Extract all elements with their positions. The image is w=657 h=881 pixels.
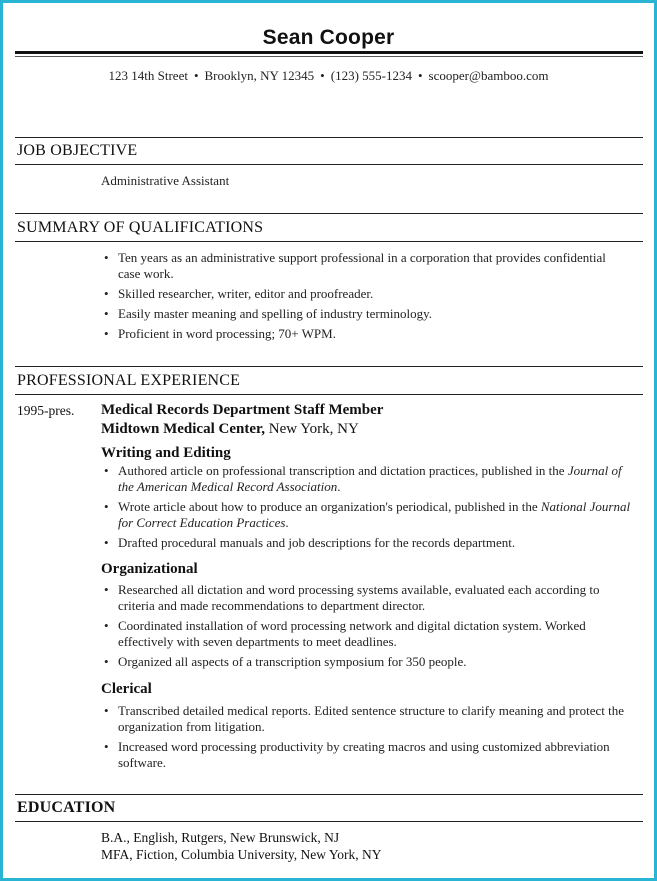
list-item: • Researched all dictation and word processing systems available, evaluated each according to criteria and made recommendations to department director. bbox=[101, 582, 631, 614]
contact-email: scooper@bamboo.com bbox=[428, 68, 549, 83]
organizational-list bbox=[101, 582, 631, 674]
section-rule bbox=[15, 366, 643, 367]
summary-list bbox=[101, 250, 631, 346]
employer-line bbox=[101, 421, 359, 438]
resume-name: Sean Cooper bbox=[262, 26, 395, 49]
list-item: • Easily master meaning and spelling of industry terminology. bbox=[101, 306, 631, 322]
section-rule bbox=[15, 213, 643, 214]
contact-line bbox=[0, 68, 657, 84]
summary-heading: SUMMARY OF QUALIFICATIONS bbox=[17, 219, 264, 236]
list-item: • Ten years as an administrative support professional in a corporation that provides confidential case work. bbox=[101, 250, 631, 282]
section-rule bbox=[15, 137, 643, 138]
name-divider bbox=[15, 51, 643, 54]
list-item: • Authored article on professional transcription and dictation practices, published in the Journal of the American Medical Record Association. bbox=[101, 463, 631, 495]
list-item: • Transcribed detailed medical reports. Edited sentence structure to clarify meaning and protect the organization from litigation. bbox=[101, 703, 631, 735]
list-item: • Organized all aspects of a transcription symposium for 350 people. bbox=[101, 654, 631, 670]
list-item: • Coordinated installation of word processing network and digital dictation system. Worked effectively with seven departments to meet deadlines. bbox=[101, 618, 631, 650]
subsection-title: Clerical bbox=[101, 681, 152, 697]
objective-text: Administrative Assistant bbox=[101, 173, 230, 188]
job-title: Medical Records Department Staff Member bbox=[101, 402, 384, 418]
list-item: • Increased word processing productivity by creating macros and using customized abbreviation software. bbox=[101, 739, 631, 771]
section-rule bbox=[15, 164, 643, 165]
job-dates: 1995-pres. bbox=[17, 403, 75, 418]
list-item: • Proficient in word processing; 70+ WPM. bbox=[101, 326, 631, 342]
subsection-title: Organizational bbox=[101, 561, 198, 577]
list-item: • Drafted procedural manuals and job descriptions for the records department. bbox=[101, 535, 631, 551]
writing-list bbox=[101, 463, 631, 555]
employer-location: New York, NY bbox=[265, 421, 359, 437]
list-item: • Skilled researcher, writer, editor and proofreader. bbox=[101, 286, 631, 302]
name-divider-thin bbox=[15, 56, 643, 57]
contact-phone: (123) 555-1234 bbox=[330, 68, 412, 83]
clerical-list bbox=[101, 703, 631, 775]
bullet-separator: • bbox=[417, 68, 423, 83]
employer-name: Midtown Medical Center, bbox=[101, 421, 266, 437]
experience-heading: PROFESSIONAL EXPERIENCE bbox=[17, 372, 241, 389]
education-line: MFA, Fiction, Columbia University, New York, NY bbox=[101, 847, 382, 862]
section-rule bbox=[15, 794, 643, 795]
section-rule bbox=[15, 241, 643, 242]
contact-city: Brooklyn, NY 12345 bbox=[204, 68, 315, 83]
contact-street: 123 14th Street bbox=[108, 68, 188, 83]
education-line: B.A., English, Rutgers, New Brunswick, NJ bbox=[101, 830, 340, 845]
section-rule bbox=[15, 821, 643, 822]
section-rule bbox=[15, 394, 643, 395]
bullet-separator: • bbox=[193, 68, 199, 83]
objective-heading: JOB OBJECTIVE bbox=[17, 142, 138, 159]
education-heading: EDUCATION bbox=[17, 799, 116, 816]
bullet-separator: • bbox=[320, 68, 325, 83]
list-item: • Wrote article about how to produce an organization's periodical, published in the National Journal for Correct Education Practices. bbox=[101, 499, 631, 531]
subsection-title: Writing and Editing bbox=[101, 445, 231, 461]
